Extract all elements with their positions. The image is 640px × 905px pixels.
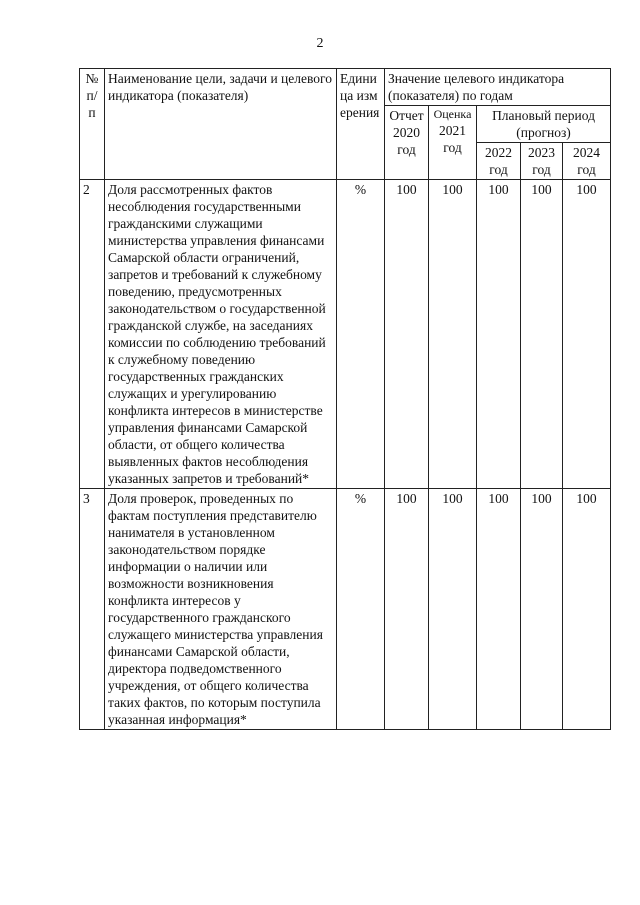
col-values-header: Значение целевого индикатора (показателя) по годам (385, 69, 611, 106)
col-2020-header: Отчет 2020 год (385, 106, 429, 180)
page-number: 2 (316, 36, 324, 51)
indicator-name: Доля рассмотренных фактов несоблюдения государственными гражданскими служащими министерства управления финансами Самарской области ограничений, запретов и требований к служебному поведению, предусмотренных законодательством о государственной гражданской службе, на заседаниях комиссии по соблюдению требований к служебному поведению государственных гражданских служащих и урегулированию конфликта интересов в министерстве управления финансами Самарской области, от общего количества выявленных фактов несоблюдения указанных запретов и требований* (105, 180, 337, 489)
value-2020: 100 (385, 489, 429, 730)
value-2024: 100 (563, 489, 611, 730)
row-number: 3 (80, 489, 105, 730)
unit-cell: % (337, 180, 385, 489)
col-2023-header: 2023 год (521, 143, 563, 180)
col-2024-header: 2024 год (563, 143, 611, 180)
estimate-year: 2021 год (439, 123, 466, 155)
row-number: 2 (80, 180, 105, 489)
col-unit-header: Единица измерения (337, 69, 385, 180)
col-2022-header: 2022 год (477, 143, 521, 180)
plan-period-header: Плановый период (прогноз) (477, 106, 611, 143)
value-2022: 100 (477, 489, 521, 730)
value-2024: 100 (563, 180, 611, 489)
value-2023: 100 (521, 489, 563, 730)
value-2021: 100 (429, 180, 477, 489)
table-row (80, 180, 611, 489)
col-name-header: Наименование цели, задачи и целевого индикатора (показателя) (105, 69, 337, 180)
value-2020: 100 (385, 180, 429, 489)
header-row-1 (80, 69, 611, 106)
value-2023: 100 (521, 180, 563, 489)
table-row (80, 489, 611, 730)
col-number-header: № п/п (80, 69, 105, 180)
indicators-table (79, 68, 611, 730)
value-2021: 100 (429, 489, 477, 730)
estimate-label: Оценка (433, 107, 472, 121)
unit-cell: % (337, 489, 385, 730)
value-2022: 100 (477, 180, 521, 489)
col-2021-header (429, 106, 477, 180)
indicator-name: Доля проверок, проведенных по фактам поступления представителю нанимателя в установленном законодательством порядке информации о наличии или возможности возникновения конфликта интересов у государственного гражданского служащего министерства управления финансами Самарской области, директора подведомственного учреждения, от общего количества таких фактов, по которым поступила указанная информация* (105, 489, 337, 730)
